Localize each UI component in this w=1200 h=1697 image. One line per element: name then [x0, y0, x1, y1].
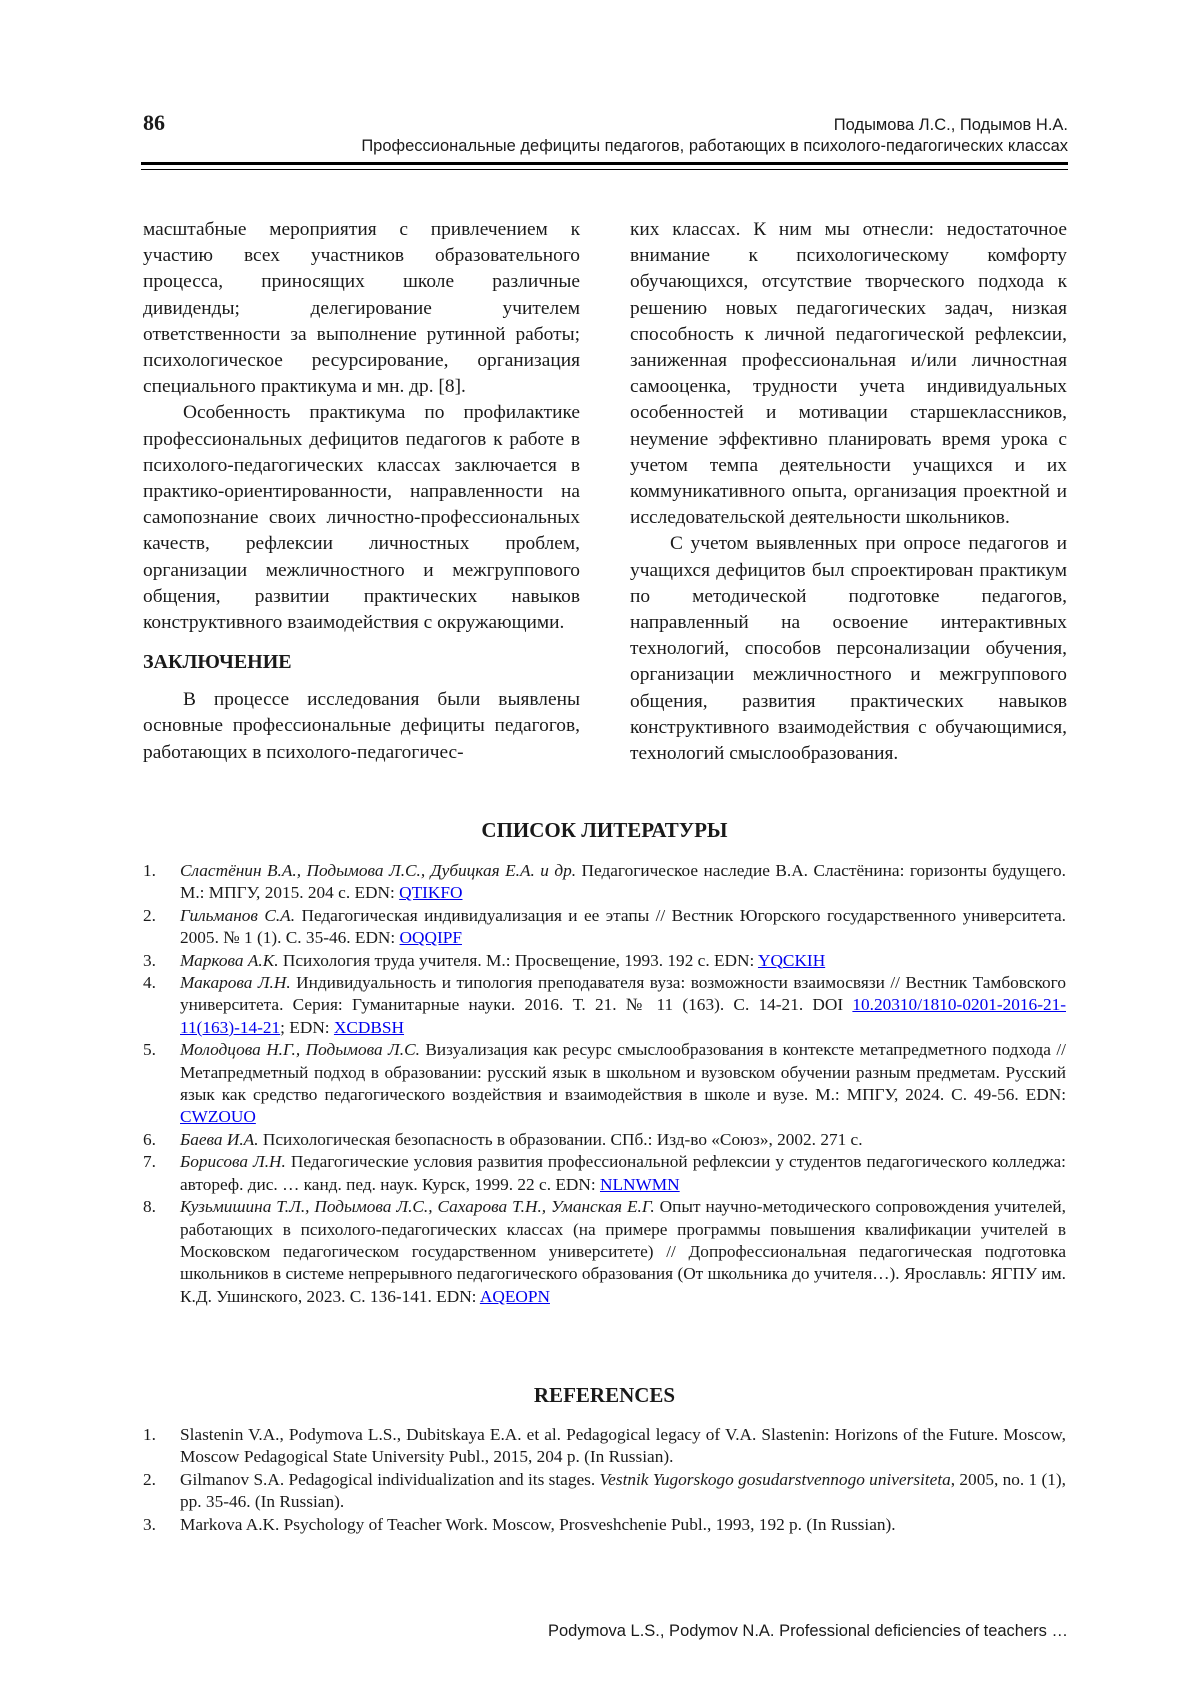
reference-number: 3.	[143, 1514, 156, 1534]
reference-number: 7.	[143, 1152, 156, 1172]
reference-item	[143, 972, 1066, 1039]
reference-item	[143, 1469, 1066, 1514]
header-rule-thick	[141, 162, 1068, 165]
reference-number: 2.	[143, 905, 156, 925]
reference-text: ; EDN:	[280, 1017, 334, 1037]
reference-number: 1.	[143, 861, 156, 880]
doi-link[interactable]: 10.20310/1810-0201-2016-21-11(163)-14-21	[180, 995, 1066, 1037]
reference-text: Психологическая безопасность в образовании. СПб.: Изд-во «Союз», 2002. 271 с.	[258, 1129, 863, 1149]
running-footer: Podymova L.S., Podymov N.A. Professional deficiencies of teachers …	[548, 1622, 1068, 1640]
header-rule-thin	[141, 169, 1068, 170]
reference-number: 1.	[143, 1425, 156, 1444]
body-paragraph: Особенность практикума по профилактике профессиональных дефицитов педагогов к работе в психолого-педагогических классах заключается в практико-ориентированности, направленности на самопознание своих личностно-профессиональных качеств, рефлексии личностных проблем, организации межличностного и межгруппового общения, развитии практических навыков конструктивного взаимодействия с окружающими.	[143, 402, 580, 634]
reference-text: Slastenin V.A., Podymova L.S., Dubitskaya E.A. et al. Pedagogical legacy of V.A. Slastenin: Horizons of the Future. Moscow, Moscow Pedagogical State University Publ., 2015, 204 p. (In Russian).	[180, 1425, 1066, 1467]
running-header-title: Профессиональные дефициты педагогов, работающих в психолого-педагогических классах	[361, 137, 1068, 155]
reference-journal: Vestnik Yugorskogo gosudarstvennogo universiteta	[599, 1469, 951, 1489]
reference-authors: Баева И.А.	[180, 1129, 259, 1149]
reference-authors: Маркова А.К.	[180, 950, 279, 970]
reference-item	[143, 1424, 1066, 1469]
reference-number: 3.	[143, 950, 156, 970]
reference-authors: Борисова Л.Н.	[180, 1152, 286, 1172]
edn-link[interactable]: XCDBSH	[333, 1017, 405, 1037]
reference-number: 5.	[143, 1040, 156, 1060]
reference-item	[143, 1039, 1066, 1129]
reference-text: , 2005, no. 1 (1), pp. 35-46. (In Russian).	[180, 1469, 1066, 1512]
reference-item	[143, 950, 1066, 972]
reference-text: Педагогические условия развития профессиональной рефлексии у студентов педагогического колледжа: автореф. дис. … канд. пед. наук. Курск, 1999. 22 с. EDN:	[180, 1152, 1066, 1194]
reference-text: Педагогическая индивидуализация и ее этапы // Вестник Югорского государственного университета. 2005. № 1 (1). С. 35-46. EDN:	[180, 905, 1066, 948]
reference-item	[143, 1129, 1066, 1151]
body-paragraph: В процессе исследования были выявлены основные профессиональные дефициты педагогов, работающих в психолого-педагогичес-	[143, 689, 580, 763]
reference-number: 2.	[143, 1469, 156, 1489]
reference-text: Gilmanov S.A. Pedagogical individualization and its stages.	[180, 1469, 600, 1489]
reference-text: Педагогическое наследие В.А. Сластёнина: горизонты будущего. М.: МПГУ, 2015. 204 с. EDN:	[180, 861, 1066, 903]
reference-item	[143, 1514, 1066, 1536]
reference-number: 6.	[143, 1129, 156, 1149]
references-en-title: REFERENCES	[533, 1383, 676, 1407]
reference-authors: Молодцова Н.Г., Подымова Л.С.	[180, 1040, 420, 1060]
reference-text: Психология труда учителя. М.: Просвещение, 1993. 192 с. EDN:	[278, 950, 758, 970]
reference-text: Визуализация как ресурс смыслообразования в контексте метапредметного подхода // Метапредметный подход в образовании: русский язык в школьном и вузовском обучении разным предметам. Русский язык как средство педагогического воздействия и взаимодействия в школе и вузе. М.: МПГУ, 2024. С. 49-56. EDN:	[180, 1040, 1066, 1105]
reference-text: Markova A.K. Psychology of Teacher Work. Moscow, Prosveshchenie Publ., 1993, 192 p. (In Russian).	[180, 1514, 896, 1534]
running-header-authors: Подымова Л.С., Подымов Н.А.	[833, 116, 1068, 134]
body-column-right	[630, 217, 1067, 767]
reference-item	[143, 860, 1066, 905]
references-ru-title: СПИСОК ЛИТЕРАТУРЫ	[481, 818, 728, 842]
body-column-left	[143, 217, 580, 766]
section-heading-conclusion: ЗАКЛЮЧЕНИЕ	[143, 651, 292, 674]
reference-text: Индивидуальность и типология преподавателя вуза: возможности взаимосвязи // Вестник Тамбовского университета. Серия: Гуманитарные науки. 2016. Т. 21. № 11 (163). С. 14-21. DOI	[180, 973, 1066, 1015]
reference-number: 8.	[143, 1197, 156, 1217]
reference-item	[143, 1151, 1066, 1196]
reference-item	[143, 905, 1066, 950]
reference-item	[143, 1196, 1066, 1308]
edn-link[interactable]: QTIKFO	[399, 883, 463, 903]
body-paragraph: С учетом выявленных при опросе педагогов и учащихся дефицитов был спроектирован практикум по методической подготовке педагогов, направленный на освоение интерактивных технологий, способов персонализации обучения, организации межличностного и межгруппового общения, развития практических навыков конструктивного взаимодействия с обучающимися, технологий смыслообразования.	[630, 533, 1067, 765]
reference-authors: Кузьмишина Т.Л., Подымова Л.С., Сахарова Т.Н., Уманская Е.Г.	[180, 1197, 655, 1217]
references-en-list	[143, 1424, 1066, 1536]
reference-text: Опыт научно-методического сопровождения учителей, работающих в психолого-педагогических классах (на примере программы повышения квалификации учителей в Московском педагогическом государственном университете) // Допрофессиональная педагогическая подготовка школьников в системе непрерывного педагогического образования (От школьника до учителя…). Ярославль: ЯГПУ им. К.Д. Ушинского, 2023. С. 136-141. EDN:	[180, 1197, 1066, 1306]
reference-authors: Сластёнин В.А., Подымова Л.С., Дубицкая Е.А. и др.	[180, 861, 577, 880]
edn-link[interactable]: NLNWMN	[599, 1174, 680, 1194]
reference-authors: Макарова Л.Н.	[180, 973, 291, 993]
reference-number: 4.	[143, 973, 156, 993]
edn-link[interactable]: OQQIPF	[399, 928, 462, 948]
body-paragraph: масштабные мероприятия с привлечением к участию всех участников образовательного процесса, приносящих школе различные дивиденды; делегирование учителем ответственности за выполнение рутинной работы; психологическое ресурсирование, организация специального практикума и мн. др. [8].	[143, 219, 580, 398]
edn-link[interactable]: YQCKIH	[757, 950, 826, 970]
edn-link[interactable]: AQEOPN	[479, 1286, 550, 1306]
page-number: 86	[143, 110, 165, 135]
references-ru-list	[143, 860, 1066, 1308]
body-paragraph: ких классах. К ним мы отнесли: недостаточное внимание к психологическому комфорту обучающихся, отсутствие творческого подхода к решению новых педагогических задач, низкая способность к личной педагогической рефлексии, заниженная профессиональная и/или личностная самооценка, трудности учета индивидуальных особенностей и мотивации старшеклассников, неумение эффективно планировать время урока с учетом темпа деятельности учащихся и их коммуникативного опыта, организация проектной и исследовательской деятельности школьников.	[630, 219, 1067, 529]
reference-authors: Гильманов С.А.	[180, 905, 296, 925]
edn-link[interactable]: CWZOUO	[180, 1107, 256, 1127]
